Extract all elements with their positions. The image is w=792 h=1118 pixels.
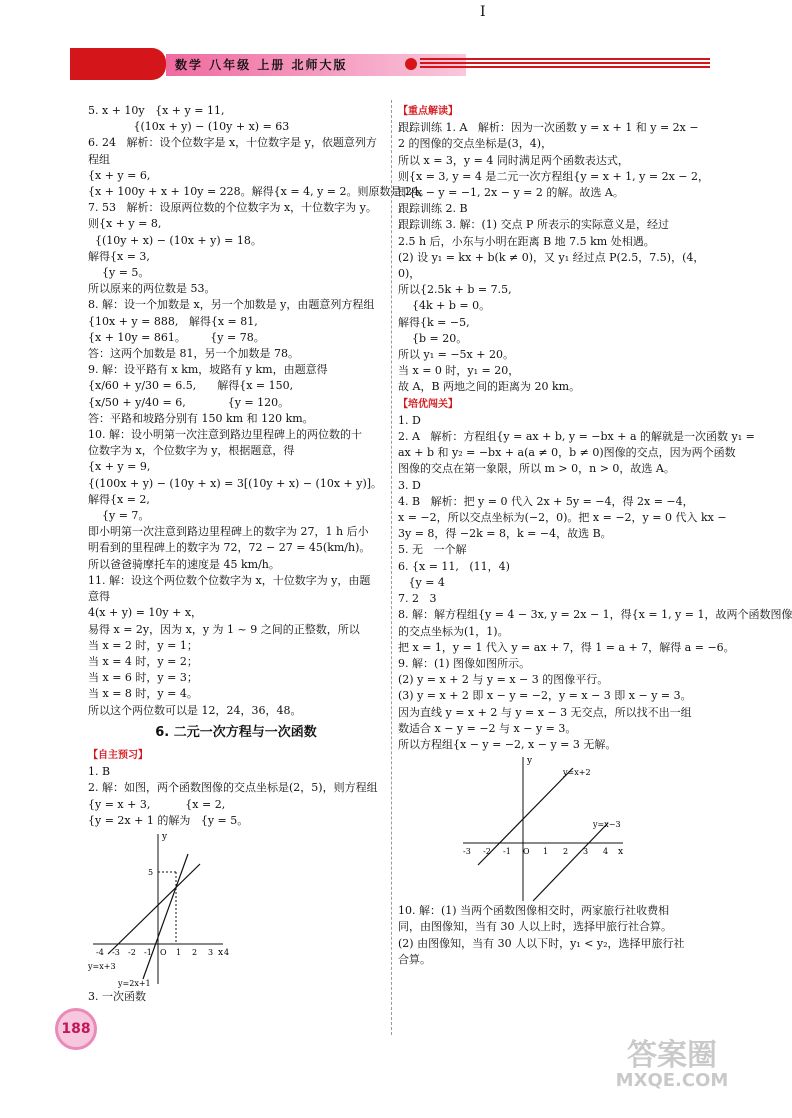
left-last-line: 3. 一次函数 [88, 989, 146, 1003]
text-line: 10. 解：设小明第一次注意到路边里程碑上的两位数的十 [88, 428, 362, 442]
text-line: 位数字为 x，个位数字为 y，根据题意，得 [88, 444, 295, 458]
graph-1-label-b: y=2x+1 [118, 978, 151, 988]
text-line: 把 x = 1，y = 1 代入 y = ax + 7，得 1 = a + 7，解得 a = −6。 [398, 640, 735, 654]
text-line: (2) y = x + 2 与 y = x − 3 的图像平行。 [398, 673, 609, 687]
text-line: 当 x = 2 时，y = 1； [88, 638, 198, 652]
tick-label: 4 [224, 947, 230, 957]
text-line: 程组 [88, 152, 110, 166]
text-line: {(100x + y) − (10y + x) = 3[(10y + x) − (10x + y)]。 [88, 476, 383, 490]
text-line: 1. D [398, 413, 421, 427]
watermark-url: MXQE.COM [615, 1069, 729, 1091]
text-line: 合算。 [398, 952, 431, 966]
graph-1 [88, 829, 228, 989]
text-line: {4k + b = 0。 [398, 299, 491, 313]
text-line: {x/60 + y/30 = 6.5, 解得{x = 150, [88, 379, 294, 393]
text-line: 意得 [88, 590, 110, 604]
left-answers-2 [88, 764, 384, 829]
tick-label: -3 [463, 847, 471, 857]
page-number: 188 [55, 1008, 97, 1050]
text-line: 答：这两个加数是 81，另一个加数是 78。 [88, 347, 299, 361]
tick-label: -3 [112, 947, 120, 957]
graph-2-x-label: x [618, 847, 624, 858]
text-line: 易得 x = 2y，因为 x，y 为 1 ~ 9 之间的正整数，所以 [88, 622, 360, 636]
text-line: 10. 解：(1) 当两个函数图像相交时，两家旅行社收费相 [398, 904, 670, 918]
text-line: 所以 x = 3，y = 4 同时满足两个函数表达式， [398, 153, 629, 167]
text-line: {y = 4 [398, 575, 445, 589]
graph-2-label-b: y=x−3 [593, 820, 621, 830]
header-red-tab [70, 48, 166, 80]
text-line: 所以 y₁ = −5x + 20。 [398, 348, 514, 362]
text-line: 所以方程组{x − y = −2, x − y = 3 无解。 [398, 737, 617, 751]
text-line: (3) y = x + 2 即 x − y = −2，y = x − 3 即 x − y = 3。 [398, 689, 692, 703]
text-line: 4. B 解析：把 y = 0 代入 2x + 5y = −4，得 2x = −4， [398, 494, 694, 508]
text-line: 3y = 8，得 −2k = 8，k = −4，故选 B。 [398, 527, 612, 541]
graph-2-ticks [463, 847, 608, 856]
header-dot [405, 58, 417, 70]
tick-label: -1 [503, 847, 511, 857]
text-line: {10x + y = 888, 解得{x = 81, [88, 314, 258, 328]
section-tag-key: 【重点解读】 [398, 106, 458, 117]
text-line: 0)， [398, 267, 421, 281]
text-line: 即{x − y = −1, 2x − y = 2 的解。故选 A。 [398, 186, 624, 200]
text-line: 因为直线 y = x + 2 与 y = x − 3 无交点，所以找不出一组 [398, 705, 692, 719]
text-line: {x + y = 6, [88, 168, 151, 182]
page-top-mark: I [480, 4, 486, 20]
text-line: 跟踪训练 2. B [398, 202, 468, 216]
text-line: 2 的图像的交点坐标是(3，4)， [398, 137, 553, 151]
section-tag-advanced: 【培优闯关】 [398, 398, 458, 410]
text-line: 8. 解：解方程组{y = 4 − 3x, y = 2x − 1，得{x = 1, y = 1，故两个函数图像 [398, 608, 792, 622]
graph-1-y-label: y [162, 831, 168, 842]
text-line: 9. 解：(1) 图像如图所示。 [398, 656, 531, 670]
text-line: 图像的交点在第一象限，所以 m > 0，n > 0，故选 A。 [398, 462, 675, 476]
text-line: 6. {x = 11, (11，4) [398, 559, 510, 573]
text-line: 所以原来的两位数是 53。 [88, 282, 216, 296]
text-line: 跟踪训练 3. 解：(1) 交点 P 所表示的实际意义是，经过 [398, 218, 669, 232]
text-line: 所以爸爸骑摩托车的速度是 45 km/h。 [88, 557, 280, 571]
text-line: 1. B [88, 765, 111, 779]
text-line: 所以这个两位数可以是 12，24，36，48。 [88, 703, 302, 717]
right-column [398, 103, 792, 968]
text-line: {x + y = 9, [88, 460, 151, 474]
column-divider [391, 100, 392, 1035]
tick-label: 4 [603, 847, 609, 857]
text-line: 8. 解：设一个加数是 x，另一个加数是 y，由题意列方程组 [88, 298, 375, 312]
page-header [70, 48, 710, 82]
section-tag-preview: 【自主预习】 [88, 749, 148, 761]
text-line: 11. 解：设这个两位数个位数字为 x，十位数字为 y，由题 [88, 573, 371, 587]
text-line: 故 A，B 两地之间的距离为 20 km。 [398, 380, 581, 394]
text-line: 明看到的里程碑上的数字为 72，72 − 27 = 45(km/h)。 [88, 541, 371, 555]
tick-label: 2 [563, 847, 569, 857]
text-line: 9. 解：设平路有 x km，坡路有 y km，由题意得 [88, 363, 328, 377]
text-line: 2.5 h 后，小东与小明在距离 B 地 7.5 km 处相遇。 [398, 234, 655, 248]
text-line: ax + b 和 y₂ = −bx + a(a ≠ 0，b ≠ 0)图像的交点，因为两个函数 [398, 446, 736, 460]
text-line: {x/50 + y/40 = 6, {y = 120。 [88, 395, 290, 409]
text-line: 6. 24 解析：设个位数字是 x，十位数字是 y，依题意列方 [88, 136, 377, 150]
tick-label: 3 [583, 847, 589, 857]
tick-label: 1 [176, 947, 182, 957]
watermark-logo: 答案圈 [627, 1038, 717, 1073]
text-line: {x + 10y = 861。 {y = 78。 [88, 330, 265, 344]
text-line: 解得{x = 3, [88, 249, 150, 263]
text-line: {y = 2x + 1 的解为 {y = 5。 [88, 813, 249, 827]
text-line: {x + 100y + x + 10y = 228。解得{x = 4, y = 2。则原数是 24。 [88, 185, 430, 199]
graph-2 [458, 753, 628, 903]
text-line: 3. D [398, 478, 421, 492]
graph-1-point-label: 5 [148, 867, 154, 877]
text-line: 则{x + y = 8, [88, 217, 162, 231]
right-answers-1 [398, 120, 716, 395]
right-answers-2 [398, 413, 792, 753]
text-line: 即小明第一次注意到路边里程碑上的数字为 27，1 h 后小 [88, 525, 369, 539]
tick-label: O [523, 847, 530, 857]
text-line: 则{x = 3, y = 4 是二元一次方程组{y = x + 1, y = 2x − 2， [398, 169, 709, 183]
text-line: 同，由图像知，当有 30 人以上时，选择甲旅行社合算。 [398, 920, 672, 934]
text-line: 的交点坐标为(1，1)。 [398, 624, 509, 638]
tick-label: -4 [96, 947, 104, 957]
tick-label: -1 [144, 947, 152, 957]
text-line: 解得{k = −5, [398, 315, 470, 329]
graph-2-y-label: y [527, 756, 533, 767]
text-line: 数适合 x − y = −2 与 x − y = 3。 [398, 721, 577, 735]
text-line: 跟踪训练 1. A 解析：因为一次函数 y = x + 1 和 y = 2x − [398, 121, 699, 135]
tick-label: O [160, 947, 167, 957]
graph-1-line-a [108, 864, 200, 954]
graph-1-x-label: x [218, 947, 224, 958]
text-line: 4(x + y) = 10y + x， [88, 606, 203, 620]
text-line: 答：平路和坡路分别有 150 km 和 120 km。 [88, 411, 314, 425]
text-line: x = −2，所以交点坐标为(−2，0)。把 x = −2，y = 0 代入 kx − [398, 511, 727, 525]
text-line: {(10y + x) − (10x + y) = 18。 [88, 233, 262, 247]
graph-1-label-a: y=x+3 [88, 961, 116, 971]
text-line: 当 x = 8 时，y = 4。 [88, 687, 198, 701]
text-line: 7. 2 3 [398, 592, 437, 606]
text-line: {y = 5。 [88, 266, 150, 280]
graph-2-line-b [533, 823, 608, 901]
text-line: 所以{2.5k + b = 7.5, [398, 283, 512, 297]
section-title: 6. 二元一次方程与一次函数 [155, 724, 317, 740]
tick-label: -2 [483, 847, 491, 857]
graph-2-label-a: y=x+2 [563, 768, 591, 778]
text-line: 当 x = 4 时，y = 2； [88, 654, 198, 668]
text-line: 7. 53 解析：设原两位数的个位数字为 x，十位数字为 y。 [88, 201, 377, 215]
text-line: (2) 由图像知，当有 30 人以下时，y₁ < y₂，选择甲旅行社 [398, 936, 685, 950]
header-title: 数学 八年级 上册 北师大版 [175, 58, 348, 72]
text-line: 5. 无 一个解 [398, 543, 467, 557]
tick-label: 2 [192, 947, 198, 957]
text-line: {y = x + 3, {x = 2, [88, 797, 226, 811]
tick-label: 3 [208, 947, 214, 957]
text-line: {(10x + y) − (10y + x) = 63 [88, 120, 290, 134]
text-line: 当 x = 6 时，y = 3； [88, 671, 198, 685]
header-stripes [420, 58, 710, 70]
graph-1-ticks [96, 948, 229, 957]
text-line: {y = 7。 [88, 509, 150, 523]
tick-label: 1 [543, 847, 549, 857]
text-line: 解得{x = 2, [88, 492, 150, 506]
text-line: 5. x + 10y {x + y = 11, [88, 104, 225, 117]
right-answers-3 [398, 903, 716, 968]
tick-label: -2 [128, 947, 136, 957]
text-line: 当 x = 0 时，y₁ = 20， [398, 364, 520, 378]
text-line: 2. A 解析：方程组{y = ax + b, y = −bx + a 的解就是一次函数 y₁ = [398, 430, 755, 444]
watermark [602, 1040, 742, 1090]
text-line: 2. 解：如图，两个函数图像的交点坐标是(2，5)，则方程组 [88, 781, 378, 795]
text-line: {b = 20。 [398, 331, 468, 345]
text-line: (2) 设 y₁ = kx + b(k ≠ 0)，又 y₁ 经过点 P(2.5，7.5)，(4， [398, 250, 705, 264]
